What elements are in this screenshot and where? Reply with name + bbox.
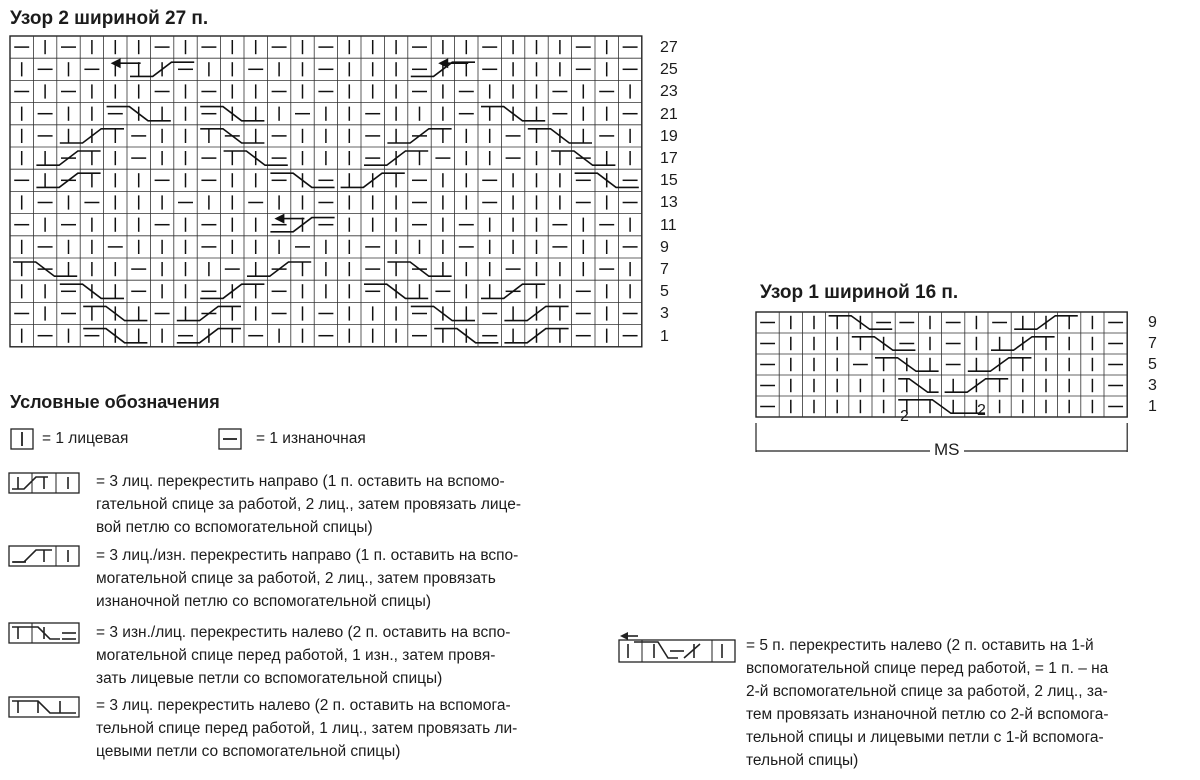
row-label: 9 bbox=[660, 238, 669, 256]
cable-cross bbox=[36, 173, 100, 187]
cross-3-knit-purl-right-icon bbox=[8, 545, 80, 567]
cross-3-right-icon bbox=[8, 472, 80, 494]
row-label: 3 bbox=[1148, 377, 1157, 394]
cable-cross bbox=[200, 129, 264, 143]
row-label: 17 bbox=[660, 150, 678, 167]
cable-cross bbox=[387, 129, 451, 143]
legend-heading: Условные обозначения bbox=[10, 392, 220, 412]
cable-cross bbox=[177, 306, 241, 320]
cable-cross bbox=[36, 151, 100, 165]
cable-cross bbox=[13, 262, 77, 276]
row-label: 11 bbox=[660, 216, 677, 234]
row-label: 25 bbox=[660, 61, 678, 79]
row-label: 13 bbox=[660, 194, 678, 212]
purl-stitch-icon bbox=[218, 428, 242, 450]
cable-cross bbox=[247, 262, 311, 276]
legend-cross-3-knit-purl-right-text: = 3 лиц./изн. перекрестить направо (1 п. оставить на вспо- могательной спице за работой, 2 лиц., затем провязать изнаночной петлю со вспомогательной спицы) bbox=[96, 547, 519, 610]
legend-purl-text: = 1 изнаночная bbox=[256, 430, 366, 447]
row-label: 15 bbox=[660, 172, 678, 190]
row-label: 27 bbox=[660, 39, 678, 56]
legend-cross-3-purl-knit-left-text: = 3 изн./лиц. перекрестить налево (2 п. оставить на вспо- могательной спице перед работой, 1 изн., затем провя- зать лицевые петли со вспомогательной спицы) bbox=[96, 624, 511, 687]
row-label: 21 bbox=[660, 105, 678, 123]
legend-knit-text: = 1 лицевая bbox=[42, 430, 129, 447]
row-label: 3 bbox=[660, 305, 669, 323]
pattern1-chart bbox=[756, 308, 1136, 458]
row-label: 1 bbox=[660, 327, 669, 345]
legend-cross-3-right-text: = 3 лиц. перекрестить направо (1 п. оставить на вспомо- гательной спице за работой, 2 лиц., затем провязать лице- вой петлю со вспомогательной спицы) bbox=[96, 473, 522, 536]
knit-stitch-icon bbox=[10, 428, 34, 450]
cable-cross bbox=[481, 284, 545, 298]
pattern1-title: Узор 1 шириной 16 п. bbox=[760, 282, 959, 303]
cross-5-left-icon bbox=[618, 630, 736, 664]
row-label: 1 bbox=[1148, 398, 1157, 415]
cable-number-2: 2 bbox=[977, 402, 986, 419]
cross-3-purl-knit-left-icon bbox=[8, 622, 80, 644]
cable-number-1: 2 bbox=[900, 408, 909, 425]
cable-cross bbox=[551, 151, 615, 165]
legend-cross-5-left-text: = 5 п. перекрестить налево (2 п. оставить на 1-й вспомогательной спице перед работой, = 1 п. – на 2-й вспомогательной спице за работой, 2 лиц., за- тем провязать изнаночной петлю со 2-й вспомога- тельной спицы и лицевыми петли с 1-й вспомога- тельной спицы) bbox=[746, 637, 1109, 769]
pattern2-title: Узор 2 шириной 27 п. bbox=[10, 8, 209, 29]
row-label: 19 bbox=[660, 127, 678, 145]
row-label: 23 bbox=[660, 83, 678, 101]
cable-cross bbox=[387, 262, 451, 276]
pattern2-chart bbox=[10, 36, 655, 368]
row-label: 9 bbox=[1148, 314, 1157, 331]
repeat-label: MS bbox=[930, 440, 964, 460]
cross-5-arrow-head bbox=[274, 214, 284, 224]
row-label: 5 bbox=[1148, 356, 1157, 373]
row-label: 5 bbox=[660, 283, 669, 301]
row-label: 7 bbox=[1148, 335, 1157, 352]
cross-3-left-icon bbox=[8, 696, 80, 718]
row-label: 7 bbox=[660, 261, 669, 278]
legend-cross-3-left-text: = 3 лиц. перекрестить налево (2 п. оставить на вспомога- тельной спице перед работой, 1 лиц., затем провязать ли- цевыми петли со вспомогательной спицы) bbox=[96, 697, 518, 760]
